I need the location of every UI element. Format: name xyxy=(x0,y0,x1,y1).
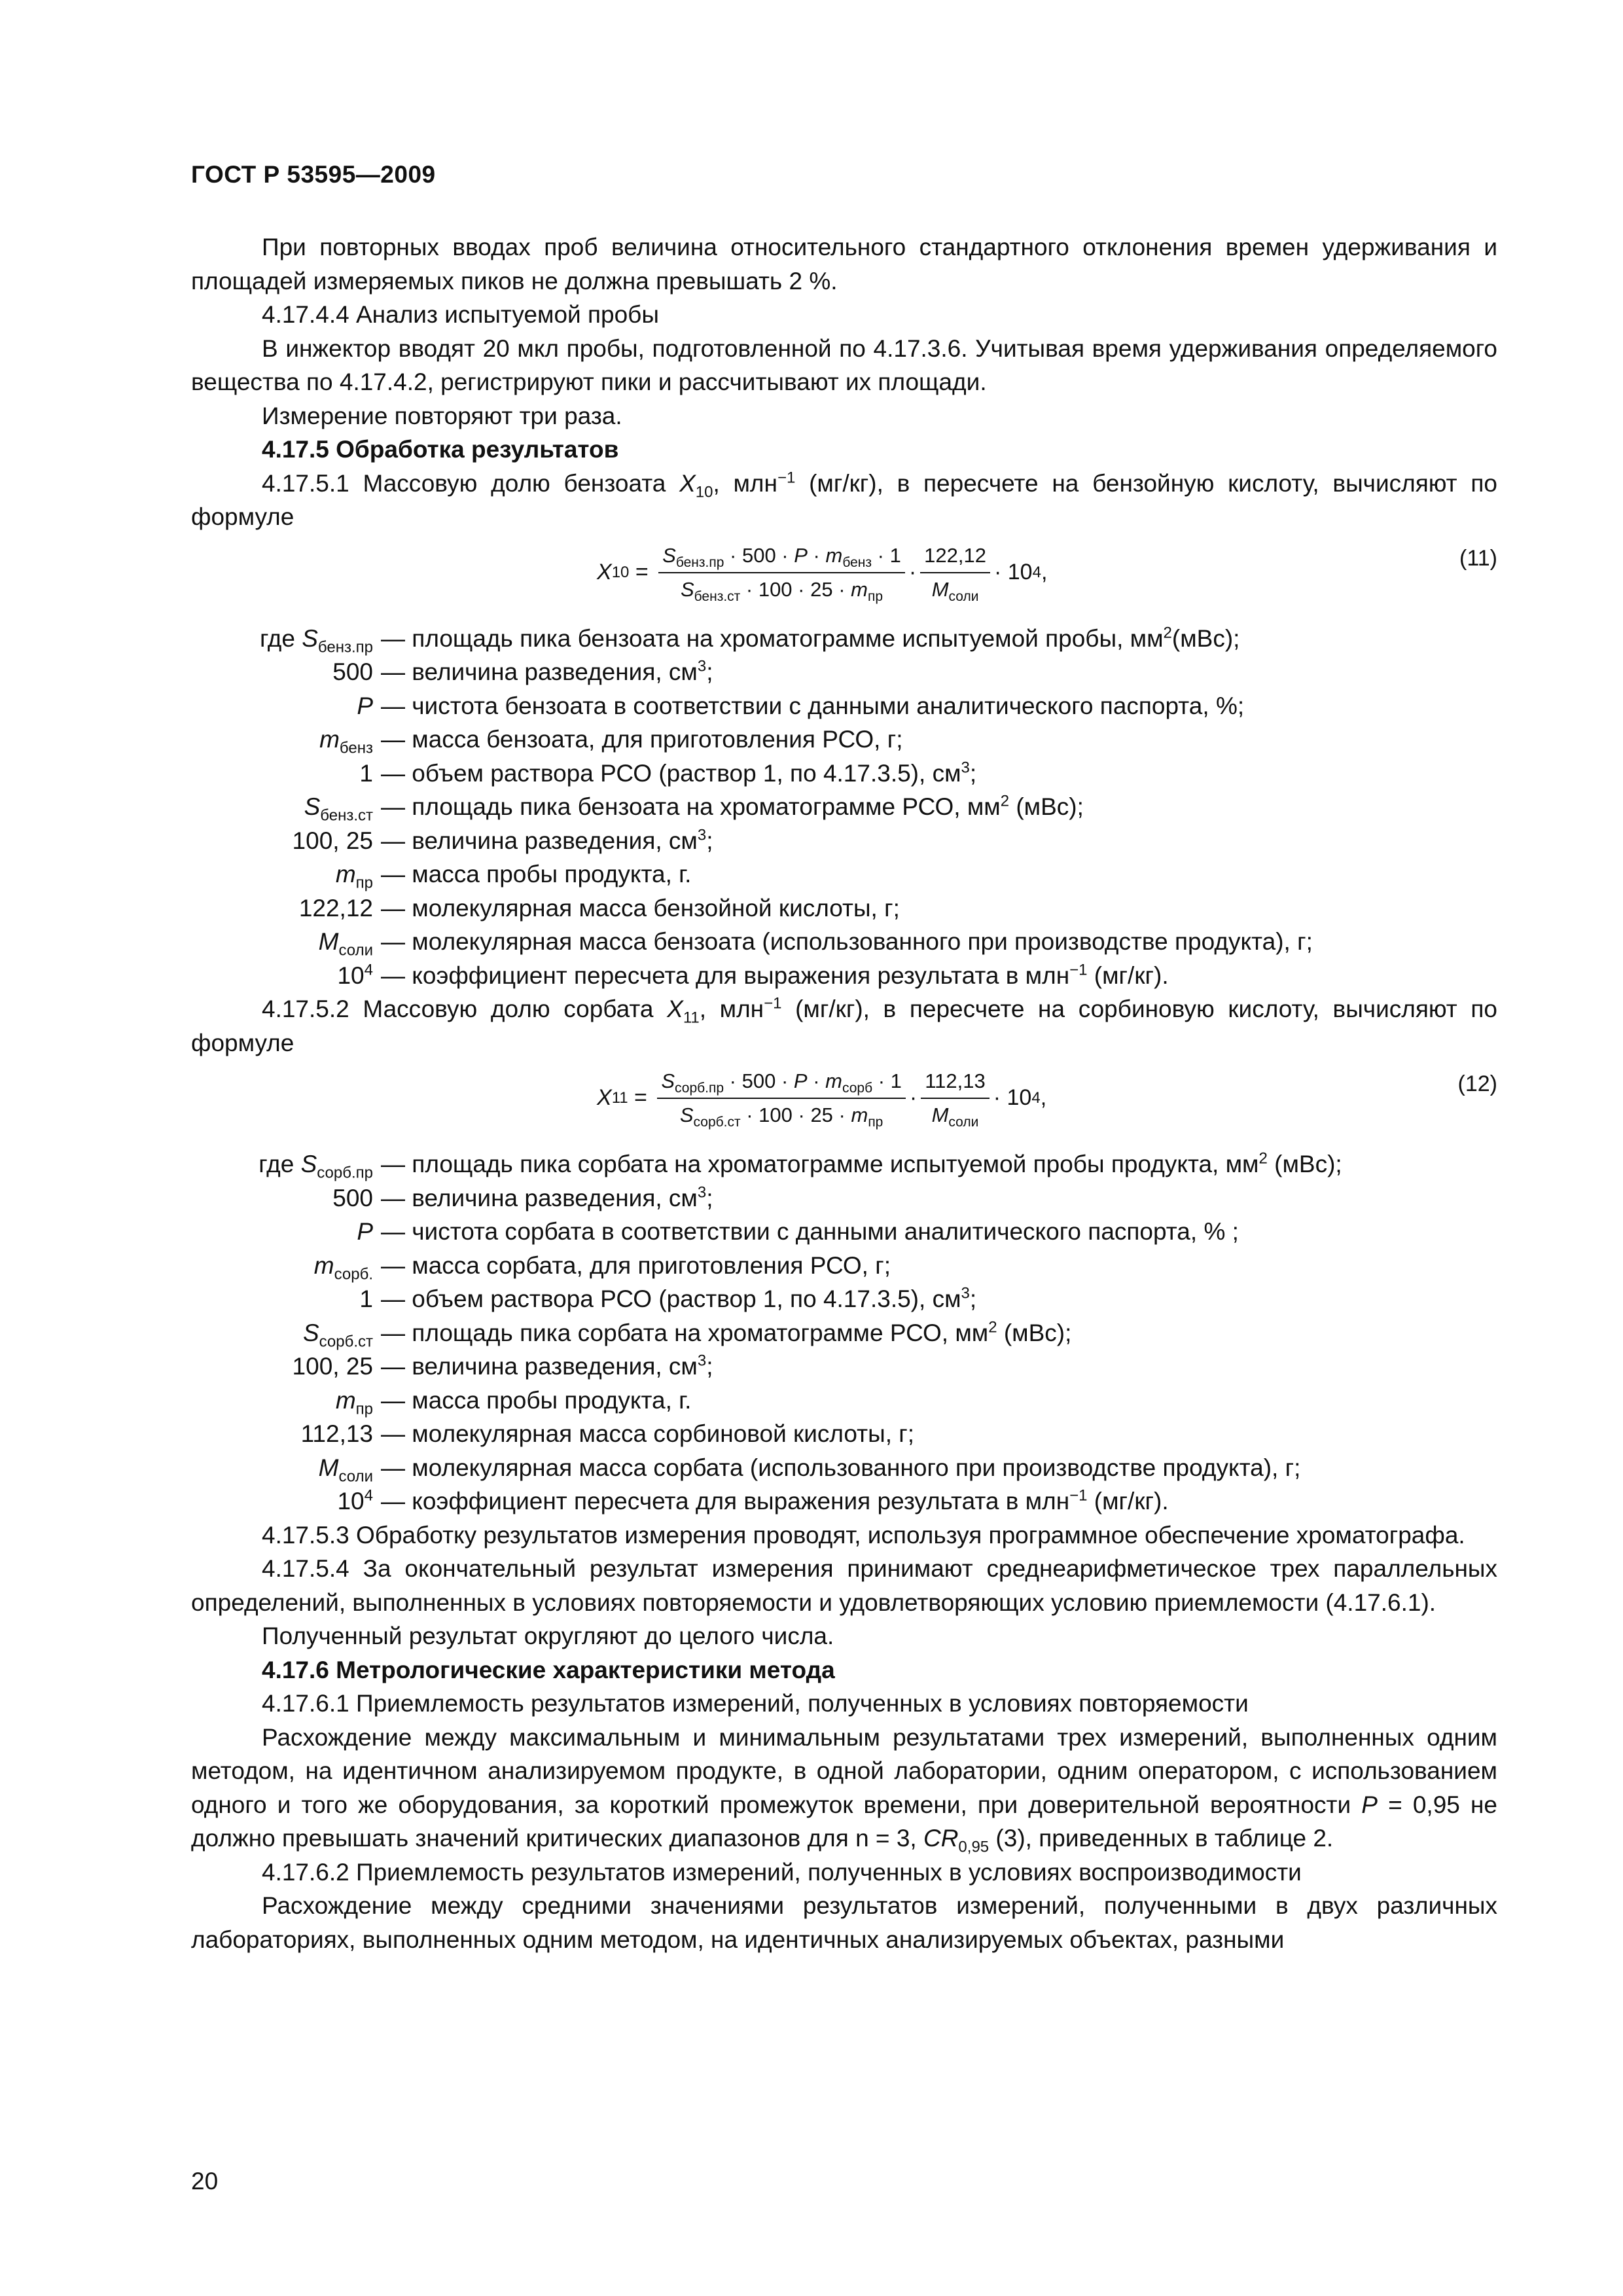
definition-text: — масса пробы продукта, г. xyxy=(381,861,692,888)
paragraph: 4.17.5.2 Массовую долю сорбата $X_{11}$, млн$^{-1}$ (мг/кг), в пересчете на сорбиновую кислоту, вычисляют по формуле xyxy=(191,994,1497,1056)
definition-text: — площадь пика сорбата на хроматограмме РСО, $мм^2$ (мВс); xyxy=(381,1318,1072,1346)
clause-title: 4.17.4.4 Анализ испытуемой пробы xyxy=(262,301,659,328)
definition-row xyxy=(191,1215,1497,1249)
definition-symbol: $m_{пр}$ xyxy=(335,861,373,892)
definition-row xyxy=(191,655,1497,689)
paragraph: 4.17.5.4 За окончательный результат измерения принимают среднеарифметическое трех параллельных определений, выполненных в условиях повторяемости и удовлетворяющих условию приемлемости (4.17.6.1). xyxy=(191,1555,1497,1616)
paragraph: 4.17.5.3 Обработку результатов измерения проводят, используя программное обеспечение хроматографа. xyxy=(262,1521,1465,1549)
formula-11: X 10 = $\frac{S_{бенз.пр} \cdot 500 \cdot P \cdot m_{бенз} \cdot 1}{S_{бенз.ст} \cdot 100 \cdot 25 \cdot m_{пр}}$ · $\frac{122,12}{M_{соли}}$ · 10 4 , (11) xyxy=(191,538,1497,617)
definitions-11 xyxy=(191,622,1497,993)
definition-text: — величина разведения, $см^3$; xyxy=(381,1183,713,1211)
definition-symbol: P xyxy=(357,692,373,719)
definition-symbol: $S_{сорб.ст}$ xyxy=(302,1319,373,1350)
definition-text: — молекулярная масса сорбиновой кислоты, г; xyxy=(381,1420,915,1447)
definition-text: — чистота бензоата в соответствии с данными аналитического паспорта, %; xyxy=(381,692,1245,719)
definition-symbol: $M_{соли}$ xyxy=(318,1454,373,1485)
definition-row xyxy=(191,1249,1497,1283)
definition-symbol: $m_{пр}$ xyxy=(335,1386,373,1418)
definition-text: — величина разведения, $см^3$; xyxy=(381,826,713,854)
definition-symbol: 500 xyxy=(332,1184,373,1211)
section-heading: 4.17.5 Обработка результатов xyxy=(262,436,619,463)
definition-text: — молекулярная масса сорбата (использованного при производстве продукта), г; xyxy=(381,1454,1301,1481)
definition-text: — масса пробы продукта, г. xyxy=(381,1386,692,1414)
definition-text: — площадь пика сорбата на хроматограмме испытуемой пробы продукта, $мм^2$ (мВс); xyxy=(381,1149,1342,1177)
definition-text: — объем раствора РСО (раствор 1, по 4.17.3.5), $см^3$; xyxy=(381,1284,977,1312)
definition-text: — площадь пика бензоата на хроматограмме РСО, $мм^2$ (мВс); xyxy=(381,792,1084,820)
definition-symbol: P xyxy=(357,1218,373,1245)
definition-row xyxy=(191,1282,1497,1316)
paragraph: При повторных вводах проб величина относительного стандартного отклонения времен удерживания и площадей измеряемых пиков не должна превышать 2 %. xyxy=(191,234,1497,295)
definition-symbol: $10^4$ xyxy=(337,961,373,989)
definition-row xyxy=(191,959,1497,993)
definition-text: — коэффициент пересчета для выражения результата в млн$^{-1}$ (мг/кг). xyxy=(381,1486,1169,1515)
paragraph: Расхождение между средними значениями результатов измерений, полученными в двух различных лабораториях, выполненных одним методом, на идентичных анализируемых объектах, разными xyxy=(191,1892,1497,1953)
definition-row xyxy=(191,1350,1497,1384)
definition-row xyxy=(191,824,1497,858)
definition-row xyxy=(191,1484,1497,1518)
definition-symbol: 1 xyxy=(359,759,373,787)
definition-row xyxy=(191,857,1497,891)
definition-row xyxy=(191,891,1497,925)
formula-12: X 11 = $\frac{S_{сорб.пр} \cdot 500 \cdot P \cdot m_{сорб} \cdot 1}{S_{сорб.ст} \cdot 100 \cdot 25 \cdot m_{пр}}$ · $\frac{112,13}{M_{соли}}$ · 10 4 , (12) xyxy=(191,1064,1497,1142)
definition-text: — масса бензоата, для приготовления РСО, г; xyxy=(381,726,903,753)
equation-number: (12) xyxy=(1457,1071,1497,1096)
definition-text: — молекулярная масса бензоата (использованного при производстве продукта), г; xyxy=(381,928,1313,955)
section-heading: 4.17.6 Метрологические характеристики метода xyxy=(262,1656,835,1683)
definition-row xyxy=(191,925,1497,959)
definition-symbol: $S_{бенз.ст}$ xyxy=(304,793,373,825)
clause-title: 4.17.6.1 Приемлемость результатов измерений, полученных в условиях повторяемости xyxy=(262,1690,1249,1717)
definition-text: — объем раствора РСО (раствор 1, по 4.17.3.5), $см^3$; xyxy=(381,759,977,787)
definition-row xyxy=(191,1181,1497,1215)
definition-row xyxy=(191,622,1497,656)
definition-row xyxy=(191,757,1497,791)
definition-row xyxy=(191,790,1497,824)
definition-symbol: $10^4$ xyxy=(337,1486,373,1515)
definition-text: — чистота сорбата в соответствии с данными аналитического паспорта, % ; xyxy=(381,1218,1239,1245)
definition-text: — молекулярная масса бензойной кислоты, г; xyxy=(381,894,900,922)
definition-row xyxy=(191,1147,1497,1181)
definition-row xyxy=(191,723,1497,757)
definition-symbol: где $S_{бенз.пр}$ xyxy=(259,624,373,656)
definition-symbol: 100, 25 xyxy=(292,827,373,854)
definition-symbol: 112,13 xyxy=(300,1420,373,1447)
definition-row xyxy=(191,1417,1497,1451)
definition-symbol: 122,12 xyxy=(298,894,373,922)
definition-text: — масса сорбата, для приготовления РСО, г; xyxy=(381,1251,891,1279)
page-number: 20 xyxy=(191,2168,219,2195)
definition-row xyxy=(191,1451,1497,1485)
definition-text: — площадь пика бензоата на хроматограмме испытуемой пробы, $мм^2(мВс)$; xyxy=(381,624,1240,652)
equation-number: (11) xyxy=(1459,545,1497,571)
definition-symbol: $M_{соли}$ xyxy=(318,928,373,960)
definition-symbol: $m_{сорб.}$ xyxy=(313,1251,373,1283)
definition-symbol: 500 xyxy=(332,658,373,685)
paragraph: Измерение повторяют три раза. xyxy=(262,402,622,429)
definition-text: — величина разведения, $см^3$; xyxy=(381,657,713,685)
document-body xyxy=(191,230,1497,1956)
clause-title: 4.17.6.2 Приемлемость результатов измерений, полученных в условиях воспроизводимости xyxy=(262,1858,1302,1886)
paragraph: Полученный результат округляют до целого числа. xyxy=(262,1623,834,1649)
paragraph: В инжектор вводят 20 мкл пробы, подготовленной по 4.17.3.6. Учитывая время удерживания определяемого вещества по 4.17.4.2, регистрируют пики и рассчитывают их площади. xyxy=(191,334,1497,395)
definition-symbol: 100, 25 xyxy=(292,1353,373,1380)
definition-symbol: $m_{бенз}$ xyxy=(319,726,373,757)
definition-row xyxy=(191,1316,1497,1350)
definition-row xyxy=(191,1384,1497,1418)
definition-text: — коэффициент пересчета для выражения результата в млн$^{-1}$ (мг/кг). xyxy=(381,961,1169,989)
definition-text: — величина разведения, $см^3$; xyxy=(381,1352,713,1380)
definition-symbol: 1 xyxy=(359,1285,373,1312)
definition-symbol: где $S_{сорб.пр}$ xyxy=(259,1151,373,1182)
definition-row xyxy=(191,689,1497,723)
document-header: ГОСТ Р 53595—2009 xyxy=(191,161,436,188)
definitions-12 xyxy=(191,1147,1497,1518)
paragraph: Расхождение между максимальным и минимальным результатами трех измерений, выполненных одним методом, на идентичном анализируемом продукте, в одной лаборатории, одним оператором, с использованием одного и того же оборудования, за короткий промежуток времени, при доверительной вероятности P = 0,95 не должно превышать значений критических диапазонов для n = 3, $CR_{0,95}$ (3), приведенных в таблице 2. xyxy=(191,1723,1497,1856)
paragraph: 4.17.5.1 Массовую долю бензоата $X_{10}$, млн$^{-1}$ (мг/кг), в пересчете на бензойную кислоту, вычисляют по формуле xyxy=(191,469,1497,530)
